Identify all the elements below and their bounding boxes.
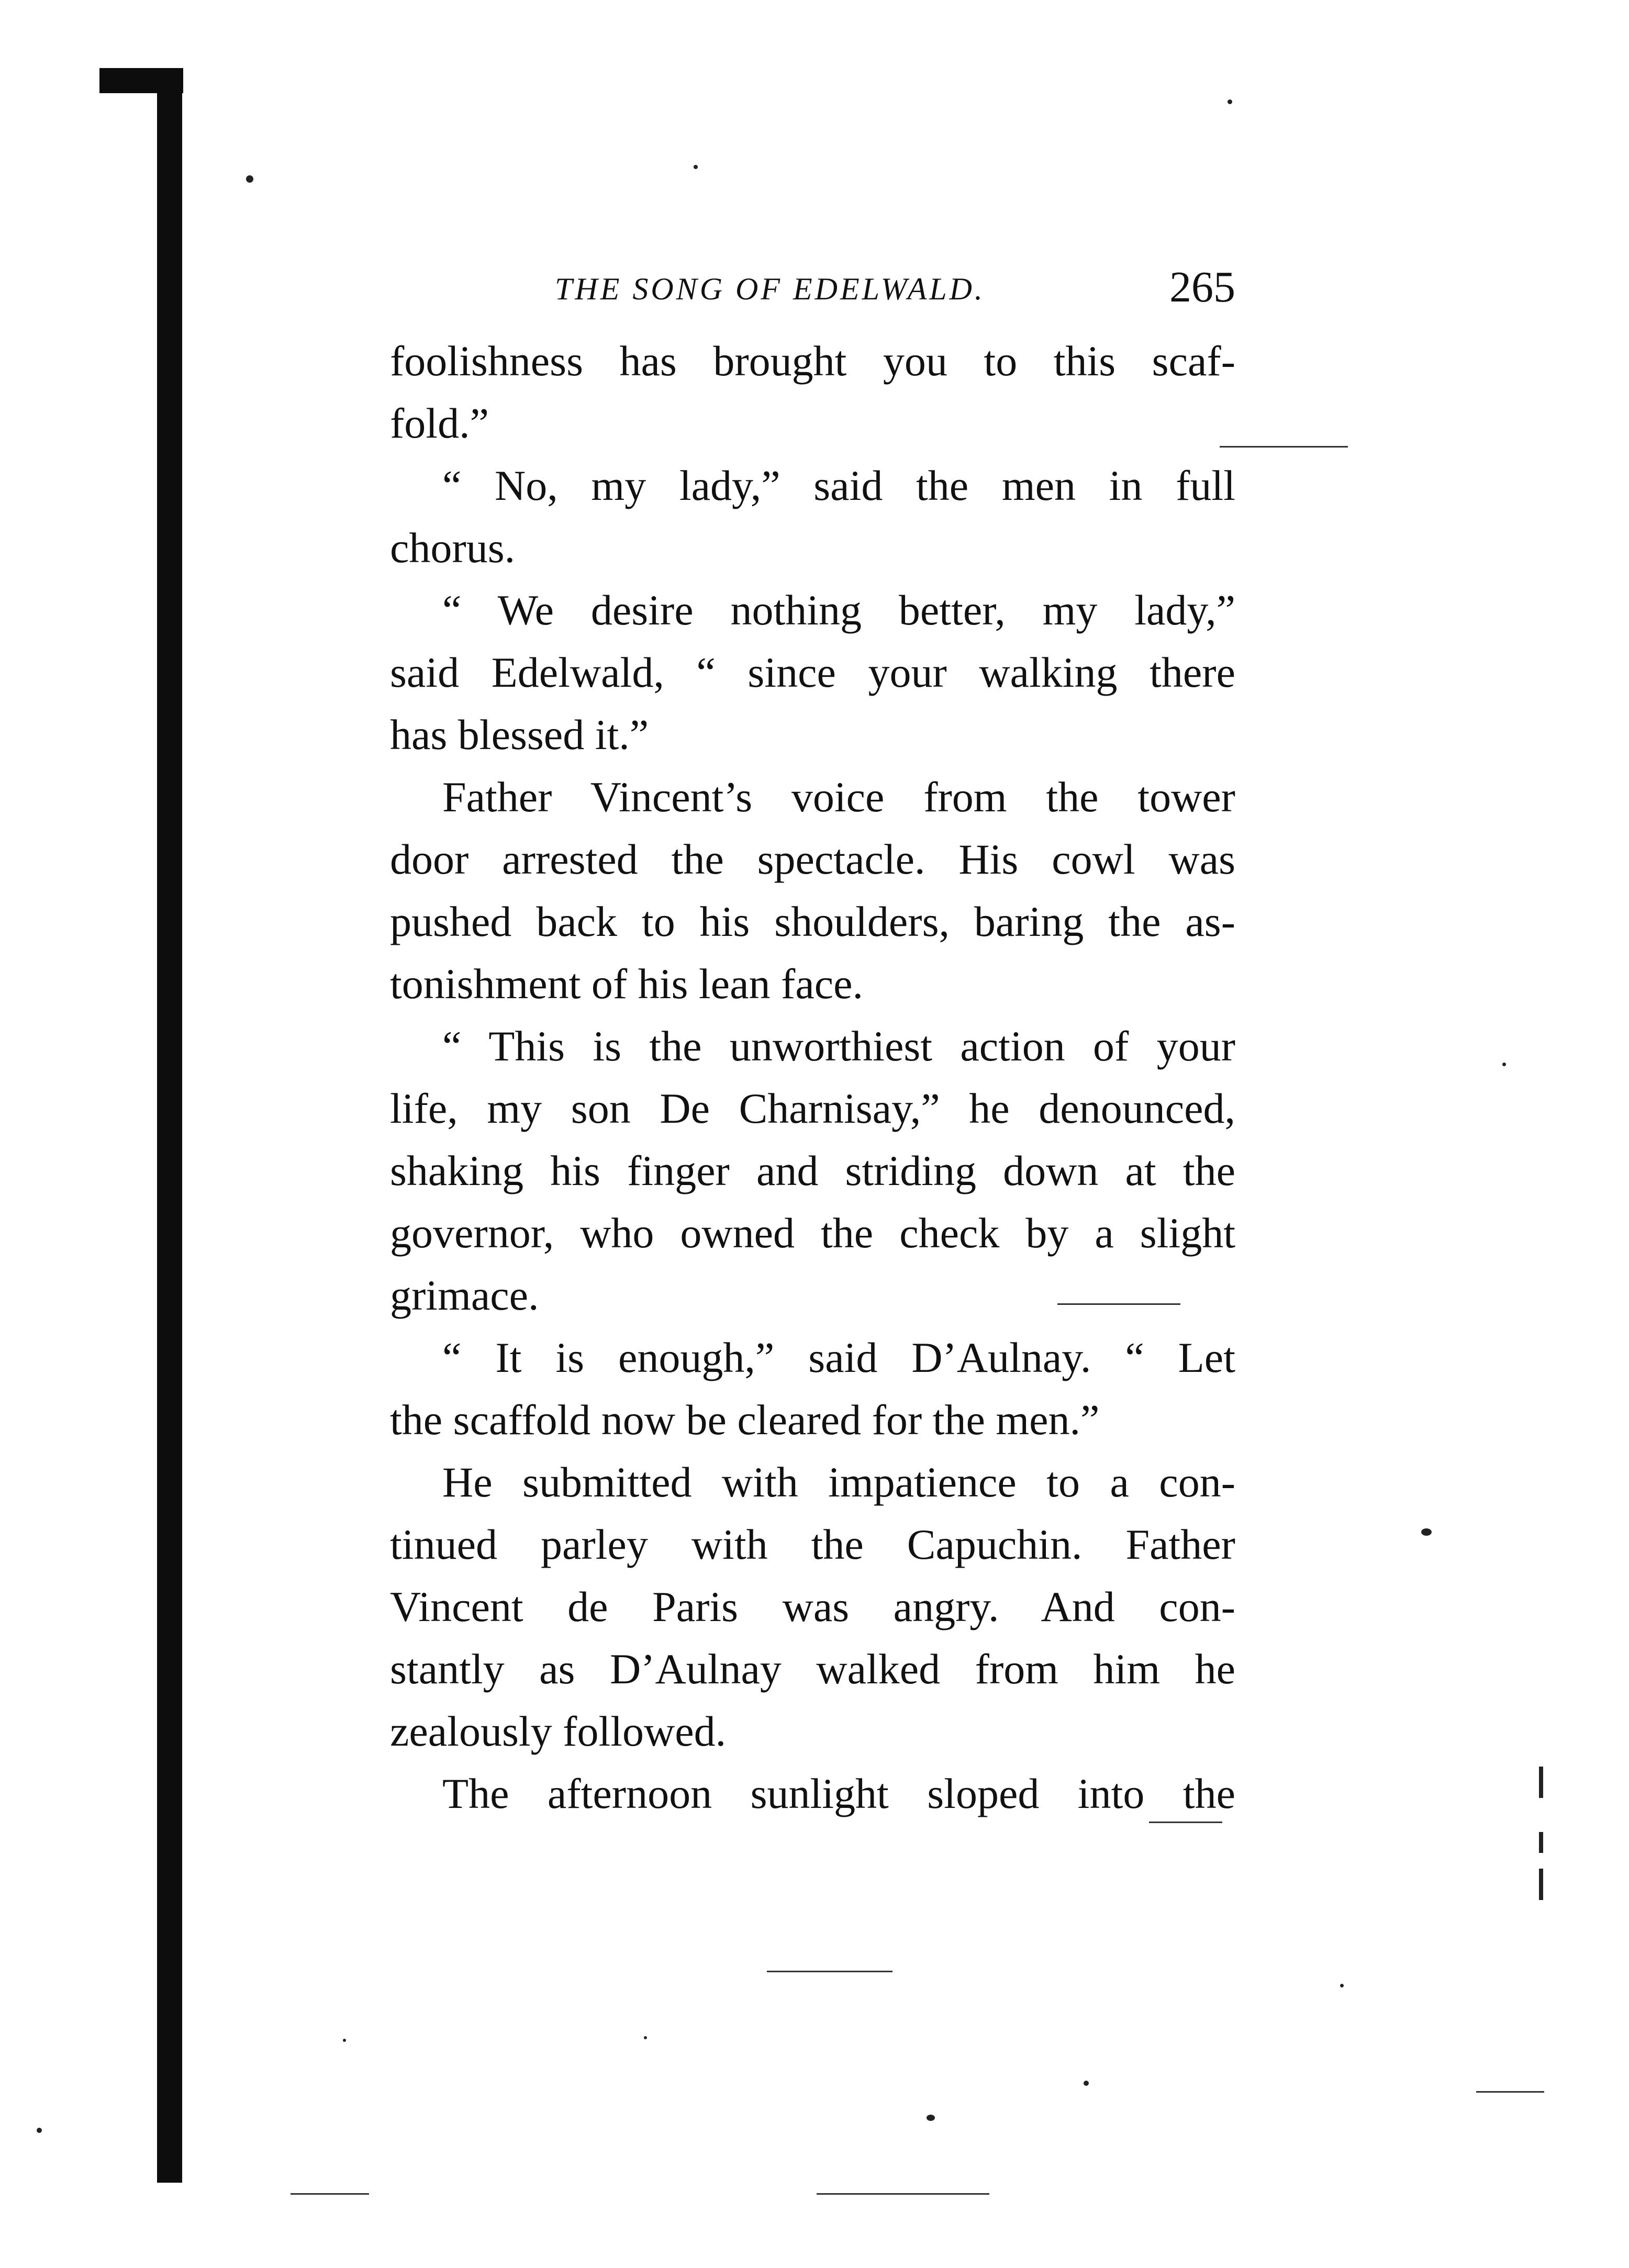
paragraph [390, 1015, 1235, 1326]
text-line: zealously followed. [390, 1707, 727, 1755]
scan-rule [817, 2193, 989, 2195]
scan-speck [246, 175, 253, 183]
text-line: grimace. [390, 1271, 539, 1319]
scan-speck [1502, 1063, 1506, 1066]
scan-speck [37, 2128, 42, 2133]
text-line: life, my son De Charnisay,” he denounced, [390, 1085, 1235, 1132]
paragraph [390, 1326, 1235, 1451]
text-line: has blessed it.” [390, 711, 649, 758]
scan-rule [1476, 2091, 1544, 2093]
text-line: door arrested the spectacle. His cowl was [390, 835, 1235, 883]
scan-rule [291, 2193, 369, 2195]
text-line: Father Vincent’s voice from the tower [442, 773, 1235, 821]
text-line: fold.” [390, 399, 489, 447]
text-line: the scaffold now be cleared for the men.” [390, 1396, 1100, 1444]
text-line: “ This is the unworthiest action of your [442, 1022, 1235, 1070]
scan-speck [1340, 1984, 1344, 1987]
paragraph [390, 1451, 1235, 1762]
page-header [555, 262, 1235, 319]
paragraph [390, 579, 1235, 766]
body-text [390, 330, 1235, 1825]
scan-margin-mark [1539, 1767, 1543, 1798]
scan-rule [767, 1971, 892, 1972]
text-line: “ We desire nothing better, my lady,” [442, 586, 1235, 634]
scan-margin-mark [1539, 1869, 1543, 1900]
text-line: stantly as D’Aulnay walked from him he [390, 1645, 1235, 1693]
text-line: shaking his finger and striding down at the [390, 1147, 1235, 1194]
text-line: Vincent de Paris was angry. And con- [390, 1583, 1235, 1630]
scan-speck [1228, 99, 1232, 104]
binding-shadow [157, 68, 182, 2183]
scan-speck [694, 165, 698, 169]
text-line: “ It is enough,” said D’Aulnay. “ Let [442, 1334, 1235, 1381]
text-line: said Edelwald, “ since your walking there [390, 649, 1235, 696]
page-number: 265 [1169, 263, 1235, 311]
scan-margin-mark [1539, 1832, 1543, 1853]
scan-speck [1084, 2081, 1089, 2086]
text-line: pushed back to his shoulders, baring the as- [390, 898, 1235, 945]
text-line: tonishment of his lean face. [390, 960, 864, 1008]
text-line: He submitted with impatience to a con- [442, 1458, 1235, 1506]
paragraph [390, 766, 1235, 1015]
scan-speck [644, 2036, 647, 2039]
scan-speck [343, 2039, 346, 2042]
scan-rule [1220, 446, 1348, 448]
paragraph [390, 1762, 1235, 1825]
text-line: chorus. [390, 524, 516, 572]
text-line: tinued parley with the Capuchin. Father [390, 1521, 1235, 1568]
text-line: “ No, my lady,” said the men in full [442, 462, 1235, 509]
paragraph [390, 454, 1235, 579]
scan-speck [1421, 1528, 1432, 1536]
text-line: The afternoon sunlight sloped into the [442, 1770, 1235, 1817]
scan-speck [927, 2115, 935, 2121]
text-line: foolishness has brought you to this scaf- [390, 337, 1235, 385]
text-line: governor, who owned the check by a slight [390, 1209, 1235, 1257]
running-title: THE SONG OF EDELWALD. [555, 272, 985, 306]
paragraph [390, 330, 1235, 454]
